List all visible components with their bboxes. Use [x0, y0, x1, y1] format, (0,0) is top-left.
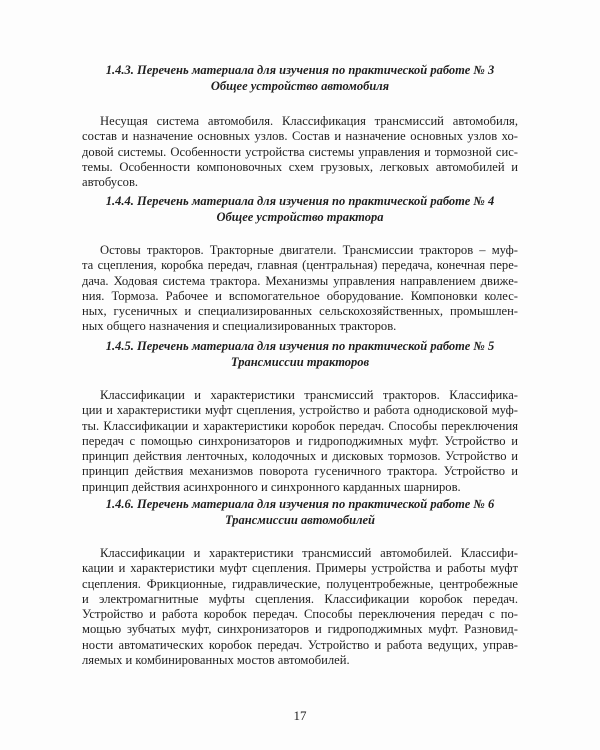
paragraph-line: ных, гусеничных и специализированных сельскохозяйственных, промышлен-: [82, 304, 518, 319]
section-heading-subtitle: Трансмиссии тракторов: [230, 355, 370, 369]
section-heading-subtitle: Общее устройство автомобиля: [210, 79, 390, 93]
section-paragraph: [82, 243, 518, 335]
section-heading: [82, 496, 518, 528]
paragraph-line: дача. Ходовая система трактора. Механизмы управления направлением движе-: [82, 273, 518, 288]
section-heading-subtitle: Трансмиссии автомобилей: [224, 513, 376, 527]
paragraph-line: Классификации и характеристики трансмиссий автомобилей. Классифи-: [100, 546, 518, 560]
paragraph-line: кации и характеристики муфт сцепления. Примеры устройства и работы муфт: [82, 561, 518, 576]
paragraph-line: Остовы тракторов. Тракторные двигатели. Трансмиссии тракторов – муф-: [100, 243, 518, 257]
section-heading: [82, 62, 518, 94]
section-heading-subtitle: Общее устройство трактора: [216, 210, 384, 224]
paragraph-line: ляемых и комбинированных мостов автомобилей.: [82, 653, 350, 668]
section-heading-title: 1.4.4. Перечень материала для изучения по практической работе № 4: [105, 194, 495, 208]
section-heading-title: 1.4.6. Перечень материала для изучения по практической работе № 6: [105, 497, 495, 511]
paragraph-line: довой системы. Особенности устройства системы управления и тормозной сис-: [82, 144, 518, 159]
paragraph-line: Несущая система автомобиля. Классификация трансмиссий автомобиля,: [100, 114, 518, 128]
paragraph-line: ния. Тормоза. Рабочее и вспомогательное оборудование. Компоновки колес-: [82, 288, 518, 303]
paragraph-line: ты. Классификации и характеристики коробок передач. Способы переключения: [82, 418, 518, 433]
section-heading-title: 1.4.5. Перечень материала для изучения по практической работе № 5: [105, 339, 495, 353]
paragraph-line: Классификации и характеристики трансмиссий тракторов. Классифика-: [100, 388, 518, 402]
section-heading-title: 1.4.3. Перечень материала для изучения по практической работе № 3: [105, 63, 495, 77]
paragraph-line: ных общего назначения и специализированных тракторов.: [82, 319, 397, 334]
paragraph-line: ции и характеристики муфт сцепления, устройство и работа однодисковой муф-: [82, 403, 518, 418]
paragraph-line: сцепления. Фрикционные, гидравлические, полуцентробежные, центробежные: [82, 576, 518, 591]
section-heading: [82, 338, 518, 370]
section-paragraph: [82, 546, 518, 668]
paragraph-line: автобусов.: [82, 175, 139, 190]
paragraph-line: и электромагнитные муфты сцепления. Классификации коробок передач.: [82, 591, 518, 606]
section-paragraph: [82, 114, 518, 190]
paragraph-line: Устройство и работа коробок передач. Способы переключения передач с по-: [82, 607, 518, 622]
paragraph-line: принцип действия асинхронного и синхронного карданных шарниров.: [82, 479, 461, 494]
section-1-4-6: [82, 496, 518, 668]
paragraph-line: принцип действия механизмов поворота гусеничного трактора. Устройство и: [82, 464, 518, 479]
paragraph-line: та сцепления, коробка передач, главная (центральная) передача, конечная пере-: [82, 258, 518, 273]
section-heading: [82, 193, 518, 225]
paragraph-line: ности автоматических коробок передач. Устройство и работа ведущих, управ-: [82, 637, 518, 652]
paragraph-line: состав и назначение основных узлов. Состав и назначение основных узлов хо-: [82, 129, 518, 144]
paragraph-line: принцип действия ленточных, колодочных и дисковых тормозов. Устройство и: [82, 449, 518, 464]
paragraph-line: темы. Особенности компоновочных схем грузовых, легковых автомобилей и: [82, 159, 518, 174]
section-1-4-5: [82, 338, 518, 495]
section-1-4-3: [82, 62, 518, 190]
section-paragraph: [82, 388, 518, 495]
paragraph-line: передач с помощью синхронизаторов и гидроподжимных муфт. Устройство и: [82, 433, 518, 448]
section-1-4-4: [82, 193, 518, 335]
paragraph-line: мощью зубчатых муфт, синхронизаторов и гидроподжимных муфт. Разновид-: [82, 622, 518, 637]
page-number: 17: [293, 708, 307, 723]
